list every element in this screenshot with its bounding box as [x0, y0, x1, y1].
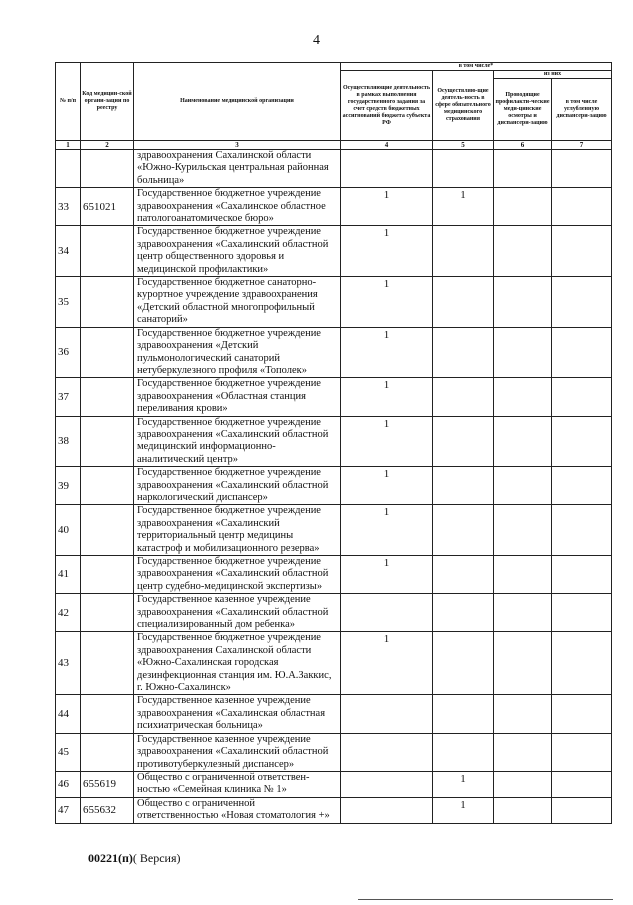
row-code [81, 467, 134, 505]
table-row [56, 150, 612, 188]
row-budget-mark [341, 695, 433, 733]
table-row [56, 505, 612, 556]
row-deep-mark [552, 797, 612, 823]
row-number: 43 [56, 632, 81, 695]
row-prof-mark [494, 277, 552, 328]
row-deep-mark [552, 695, 612, 733]
row-prof-mark [494, 416, 552, 467]
row-deep-mark [552, 188, 612, 226]
table-row [56, 416, 612, 467]
row-deep-mark [552, 467, 612, 505]
row-deep-mark [552, 378, 612, 416]
row-budget-mark [341, 797, 433, 823]
row-number: 38 [56, 416, 81, 467]
table-row [56, 797, 612, 823]
medical-organizations-table [55, 62, 612, 824]
row-org-name: Государственное бюджетное учреждение здравоохранения «Сахалинский областной центр общественного здоровья и медицинской профилактики» [134, 226, 341, 277]
row-budget-mark: 1 [341, 277, 433, 328]
table-header [56, 63, 612, 150]
row-number: 42 [56, 594, 81, 632]
row-code [81, 632, 134, 695]
row-code [81, 327, 134, 378]
row-code [81, 150, 134, 188]
row-prof-mark [494, 505, 552, 556]
row-prof-mark [494, 188, 552, 226]
row-deep-mark [552, 632, 612, 695]
row-org-name: Государственное бюджетное учреждение здравоохранения «Сахалинский областной медицинский информационно-аналитический центр» [134, 416, 341, 467]
table-row [56, 277, 612, 328]
row-budget-mark [341, 594, 433, 632]
row-deep-mark [552, 327, 612, 378]
row-number: 34 [56, 226, 81, 277]
column-number: 6 [494, 141, 552, 150]
column-number: 2 [81, 141, 134, 150]
document-code-number: 00221(п) [88, 851, 133, 865]
row-code: 655619 [81, 771, 134, 797]
row-budget-mark: 1 [341, 632, 433, 695]
row-number: 39 [56, 467, 81, 505]
header-col-code: Код медицин-ской органи-зации по реестру [81, 63, 134, 141]
row-org-name: здравоохранения Сахалинской области «Южно-Курильская центральная районная больница» [134, 150, 341, 188]
header-including: в том числе* [341, 63, 612, 71]
row-deep-mark [552, 594, 612, 632]
header-col-no: № п/п [56, 63, 81, 141]
row-org-name: Государственное казенное учреждение здравоохранения «Сахалинский областной противотуберкулезный диспансер» [134, 733, 341, 771]
row-budget-mark: 1 [341, 467, 433, 505]
row-code [81, 416, 134, 467]
row-prof-mark [494, 467, 552, 505]
row-oms-mark [433, 378, 494, 416]
row-prof-mark [494, 594, 552, 632]
header-col-name: Наименование медицинской организации [134, 63, 341, 141]
row-oms-mark [433, 327, 494, 378]
row-prof-mark [494, 771, 552, 797]
row-budget-mark [341, 150, 433, 188]
table-row [56, 226, 612, 277]
row-oms-mark [433, 505, 494, 556]
row-deep-mark [552, 416, 612, 467]
row-org-name: Государственное бюджетное учреждение здравоохранения «Сахалинский областной центр судебно-медицинской экспертизы» [134, 556, 341, 594]
table-row [56, 771, 612, 797]
row-org-name: Общество с ограниченной ответствен-ностью «Семейная клиника № 1» [134, 771, 341, 797]
row-code [81, 733, 134, 771]
row-oms-mark [433, 416, 494, 467]
header-of-them: из них [494, 71, 612, 79]
row-oms-mark [433, 594, 494, 632]
row-budget-mark: 1 [341, 188, 433, 226]
header-col-deep: в том числе углубленную диспансери-зацию [552, 79, 612, 141]
row-oms-mark [433, 556, 494, 594]
row-deep-mark [552, 150, 612, 188]
column-number: 5 [433, 141, 494, 150]
table-body [56, 150, 612, 824]
row-deep-mark [552, 556, 612, 594]
header-col-oms: Осуществляю-щие деятель-ность в сфере обязательного медицинского страхования [433, 71, 494, 141]
row-org-name: Государственное бюджетное санаторно-курортное учреждение здравоохранения «Детский областной многопрофильный санаторий» [134, 277, 341, 328]
row-oms-mark [433, 695, 494, 733]
row-prof-mark [494, 378, 552, 416]
row-prof-mark [494, 327, 552, 378]
row-org-name: Государственное казенное учреждение здравоохранения «Сахалинский областной специализированный дом ребенка» [134, 594, 341, 632]
row-budget-mark: 1 [341, 416, 433, 467]
row-budget-mark: 1 [341, 226, 433, 277]
row-deep-mark [552, 771, 612, 797]
page-number: 4 [313, 33, 320, 48]
row-budget-mark: 1 [341, 556, 433, 594]
column-numbers-row [56, 141, 612, 150]
row-deep-mark [552, 505, 612, 556]
table-row [56, 327, 612, 378]
column-number: 7 [552, 141, 612, 150]
row-deep-mark [552, 277, 612, 328]
row-code [81, 226, 134, 277]
row-code [81, 556, 134, 594]
row-prof-mark [494, 797, 552, 823]
row-deep-mark [552, 733, 612, 771]
table-row [56, 556, 612, 594]
column-number: 1 [56, 141, 81, 150]
row-prof-mark [494, 556, 552, 594]
row-code [81, 594, 134, 632]
row-org-name: Государственное бюджетное учреждение здравоохранения «Сахалинский территориальный центр медицины катастроф и мобилизационного резерва» [134, 505, 341, 556]
row-budget-mark: 1 [341, 378, 433, 416]
row-number: 33 [56, 188, 81, 226]
document-code [88, 851, 181, 866]
row-org-name: Государственное бюджетное учреждение здравоохранения «Областная станция переливания крови» [134, 378, 341, 416]
row-prof-mark [494, 226, 552, 277]
row-prof-mark [494, 733, 552, 771]
row-number: 46 [56, 771, 81, 797]
row-number: 35 [56, 277, 81, 328]
table-row [56, 695, 612, 733]
row-number: 37 [56, 378, 81, 416]
header-col-prof: Проводящие профилакти-ческие меди-цинские осмотры и диспансери-зацию [494, 79, 552, 141]
table-row [56, 632, 612, 695]
table-row [56, 188, 612, 226]
column-number: 3 [134, 141, 341, 150]
row-deep-mark [552, 226, 612, 277]
row-number [56, 150, 81, 188]
row-number: 36 [56, 327, 81, 378]
row-code [81, 277, 134, 328]
row-oms-mark: 1 [433, 771, 494, 797]
row-prof-mark [494, 632, 552, 695]
table-row [56, 594, 612, 632]
table-row [56, 467, 612, 505]
row-oms-mark [433, 277, 494, 328]
table-row [56, 733, 612, 771]
row-code: 655632 [81, 797, 134, 823]
row-code [81, 505, 134, 556]
column-number: 4 [341, 141, 433, 150]
row-number: 44 [56, 695, 81, 733]
header-col-budget: Осуществляющие деятельность в рамках выполнения государственного задания за счет средств бюджетных ассигнований бюджета субъекта РФ [341, 71, 433, 141]
row-budget-mark [341, 771, 433, 797]
row-oms-mark [433, 226, 494, 277]
row-budget-mark: 1 [341, 327, 433, 378]
row-prof-mark [494, 695, 552, 733]
footer-divider [358, 899, 613, 900]
row-number: 40 [56, 505, 81, 556]
row-code: 651021 [81, 188, 134, 226]
row-oms-mark [433, 733, 494, 771]
row-org-name: Государственное бюджетное учреждение здравоохранения «Сахалинский областной наркологический диспансер» [134, 467, 341, 505]
row-number: 45 [56, 733, 81, 771]
table-row [56, 378, 612, 416]
row-oms-mark: 1 [433, 797, 494, 823]
row-code [81, 695, 134, 733]
row-budget-mark: 1 [341, 505, 433, 556]
row-number: 41 [56, 556, 81, 594]
row-org-name: Государственное бюджетное учреждение здравоохранения Сахалинской области «Южно-Сахалинская городская дезинфекционная станция им. Ю.А.Заккис, г. Южно-Сахалинск» [134, 632, 341, 695]
row-oms-mark [433, 467, 494, 505]
row-org-name: Государственное бюджетное учреждение здравоохранения «Детский пульмонологический санаторий нетуберкулезного профиля «Тополек» [134, 327, 341, 378]
row-oms-mark: 1 [433, 188, 494, 226]
row-oms-mark [433, 632, 494, 695]
row-code [81, 378, 134, 416]
row-oms-mark [433, 150, 494, 188]
row-org-name: Государственное казенное учреждение здравоохранения «Сахалинская областная психиатрическая больница» [134, 695, 341, 733]
row-budget-mark [341, 733, 433, 771]
row-prof-mark [494, 150, 552, 188]
row-org-name: Общество с ограниченной ответственностью «Новая стоматология +» [134, 797, 341, 823]
row-number: 47 [56, 797, 81, 823]
document-version-label: ( Версия) [132, 851, 181, 865]
row-org-name: Государственное бюджетное учреждение здравоохранения «Сахалинское областное патологоанатомическое бюро» [134, 188, 341, 226]
